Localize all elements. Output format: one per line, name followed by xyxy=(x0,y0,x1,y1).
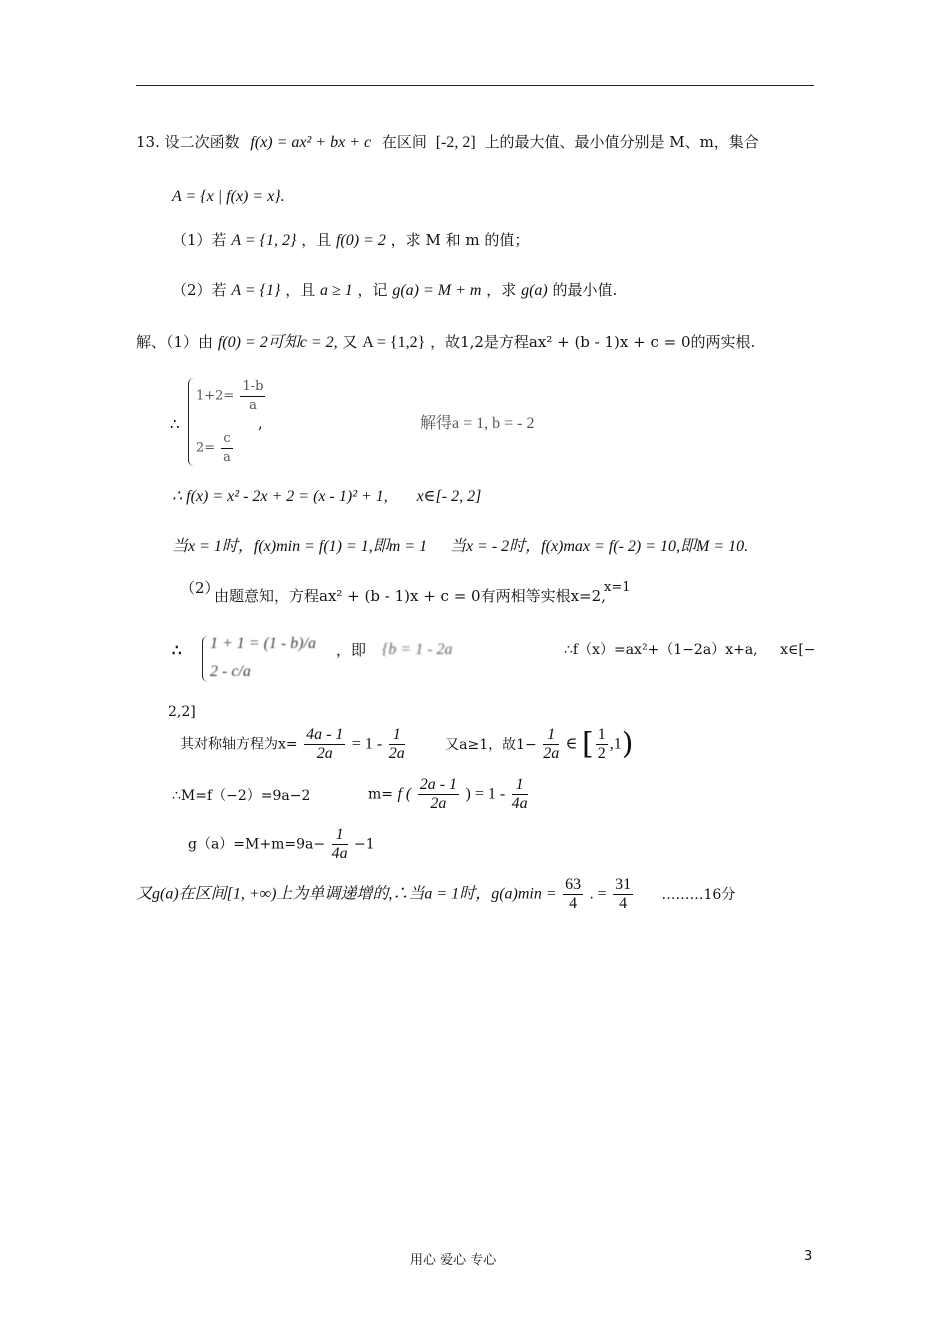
m-numerator-2: 1 xyxy=(512,776,528,795)
q1-set: A = {1, 2} xyxy=(231,232,297,249)
g-line xyxy=(188,826,375,863)
q1-suffix: ，求 M 和 m 的值； xyxy=(390,231,530,249)
part-2-label: （2） xyxy=(180,579,220,597)
eq1-left: 1+2= xyxy=(196,388,235,404)
system-1-eq-1 xyxy=(196,378,267,415)
g-prefix: g（a）=M+m=9a− xyxy=(188,836,326,853)
m-numerator: 2a - 1 xyxy=(419,776,458,793)
eq1-numerator: 1-b xyxy=(240,378,265,397)
q2-mid2: ，记 xyxy=(357,281,388,299)
m-prefix: m= xyxy=(368,786,394,803)
max-value: 当x = - 2时，f(x)max = f(- 2) = 10,即M = 10. xyxy=(449,538,749,555)
final-line xyxy=(136,876,735,913)
therefore-symbol-2: ∴ xyxy=(172,641,182,659)
system-brace-2 xyxy=(202,636,208,682)
axis-interval-end: ,1 xyxy=(609,735,622,753)
problem-line-2 xyxy=(172,186,285,207)
fx-expression xyxy=(172,486,481,507)
system-2-garbled: {b = 1 - 2a xyxy=(382,641,453,658)
m-f: f ( xyxy=(397,785,412,803)
question-2 xyxy=(172,280,617,301)
q1-prefix: （1）若 xyxy=(172,231,227,249)
interval-value: [-2, 2] xyxy=(435,134,476,151)
m-denominator: 2a xyxy=(430,795,447,812)
solution-prefix: 解、（1）由 xyxy=(136,333,214,351)
axis-numerator-2: 1 xyxy=(389,726,405,745)
eq2-left: 2= xyxy=(196,440,216,456)
m-value-line xyxy=(368,776,530,813)
q1-condition: f(0) = 2 xyxy=(335,232,386,249)
m-denominator-2: 4a xyxy=(511,795,528,812)
problem-intro: 13. 设二次函数 xyxy=(136,133,240,151)
final-denominator-2: 4 xyxy=(619,895,628,912)
therefore-symbol-1: ∴ xyxy=(170,415,180,433)
q2-g-of-a: g(a) xyxy=(521,282,548,299)
footer-slogan: 用心 爱心 专心 xyxy=(410,1253,497,1268)
q2-prefix: （2）若 xyxy=(172,281,227,299)
q2-suffix: 的最小值. xyxy=(552,281,618,299)
q2-g-definition: g(a) = M + m xyxy=(392,282,482,299)
interval-label: 在区间 xyxy=(381,133,427,151)
min-value: 当x = 1时，f(x)min = f(1) = 1,即m = 1 xyxy=(172,538,428,555)
fx2-domain-cont: 2,2] xyxy=(168,704,196,720)
solution-line-1 xyxy=(136,332,755,353)
page-number: 3 xyxy=(804,1249,813,1264)
q2-mid: ，且 xyxy=(285,281,316,299)
problem-intro-suffix: 上的最大值、最小值分别是 M、m，集合 xyxy=(484,133,759,151)
system-2-eq-1: 1 + 1 = (1 - b)/a xyxy=(210,635,317,652)
system-2-ji: ，即 xyxy=(336,641,367,659)
eq2-denominator: a xyxy=(223,450,231,465)
axis-denominator: 2a xyxy=(316,745,333,762)
axis-condition: 又a≥1，故1− xyxy=(445,736,537,753)
eq1-denominator: a xyxy=(249,398,257,413)
axis-interval-den: 2 xyxy=(597,745,606,762)
final-numerator-2: 31 xyxy=(615,876,632,893)
final-numerator-1: 63 xyxy=(565,876,582,893)
m-equals: ) = 1 - xyxy=(465,785,506,803)
final-text: 又g(a)在区间[1, +∞)上为单调递增的,∴当a = 1时，g(a)min = xyxy=(136,885,557,903)
solution-c-value: f(0) = 2可知c = 2, xyxy=(217,334,338,351)
solution-you: 又 xyxy=(342,333,358,351)
g-suffix: −1 xyxy=(354,836,375,853)
g-denominator: 4a xyxy=(331,845,348,862)
system-1-eq-2 xyxy=(196,430,235,467)
score-label: ………16分 xyxy=(661,886,736,903)
system-1-comma: , xyxy=(258,414,263,432)
g-numerator: 1 xyxy=(332,826,348,845)
header-rule xyxy=(136,85,814,86)
axis-denominator-2: 2a xyxy=(388,745,405,762)
function-definition: f(x) = ax² + bx + c xyxy=(250,134,372,151)
axis-numerator: 4a - 1 xyxy=(306,726,344,743)
fx2-expression: ∴f（x）=ax²+（1−2a）x+a, xyxy=(564,642,758,658)
fx-completed-square: ∴ f(x) = x² - 2x + 2 = (x - 1)² + 1, xyxy=(172,488,388,505)
eq2-numerator: c xyxy=(221,430,232,449)
system-brace-1 xyxy=(188,378,195,466)
solution-roots: ，故1,2是方程ax² + (b - 1)x + c = 0的两实根. xyxy=(430,333,756,351)
question-1 xyxy=(172,230,529,251)
final-denominator-1: 4 xyxy=(569,895,578,912)
axis-numerator-3: 1 xyxy=(543,726,559,745)
problem-line-1 xyxy=(136,132,759,153)
q2-set: A = {1} xyxy=(231,282,281,299)
fx-domain: x∈[- 2, 2] xyxy=(416,488,482,505)
q2-condition: a ≥ 1 xyxy=(319,282,353,299)
part-2-text: 由题意知，方程ax² + (b - 1)x + c = 0有两相等实根x=2, xyxy=(214,587,606,605)
part-2-x1: x=1 xyxy=(604,580,631,595)
set-definition: A = {x | f(x) = x}. xyxy=(172,188,285,205)
axis-interval-num: 1 xyxy=(597,726,606,743)
axis-denominator-3: 2a xyxy=(543,745,560,762)
fx2-domain: x∈[− xyxy=(780,642,816,658)
final-equals: . = xyxy=(589,885,607,903)
axis-equals: = 1 - xyxy=(351,735,383,753)
system-1-result: 解得a = 1, b = - 2 xyxy=(420,415,535,432)
extrema-line xyxy=(172,536,748,557)
system-2-eq-2: 2 - c/a xyxy=(210,663,251,680)
axis-in: ∈ xyxy=(565,735,578,753)
axis-prefix: 其对称轴方程为x= xyxy=(180,736,298,753)
fx2-line xyxy=(564,640,816,660)
q1-mid: ，且 xyxy=(301,231,332,249)
M-value-line: ∴M=f（−2）=9a−2 xyxy=(172,788,311,804)
q2-mid3: ，求 xyxy=(486,281,517,299)
solution-set: A = {1,2} xyxy=(362,334,426,351)
axis-line: 其对称轴方程为x= $\frac{4a - 1}{2a}$ = 1 - $\frac{1}{2a}$ 又a≥1，故1− $\frac{1}{2a}$ ∈ [ $\frac{1}{2}$ ,1) xyxy=(180,726,634,762)
